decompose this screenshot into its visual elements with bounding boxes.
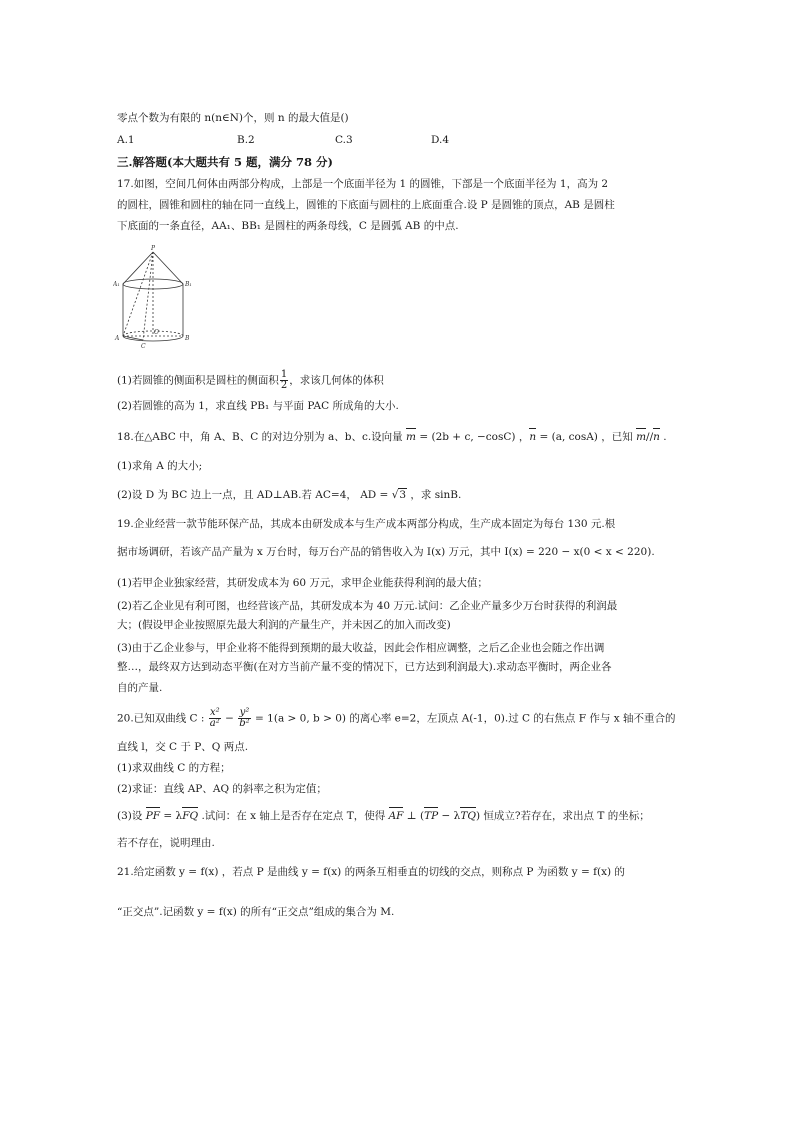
- label-b1: B₁: [185, 281, 192, 288]
- q18-sub-1: (1)求角 A 的大小;: [117, 460, 203, 472]
- option-c: C.3: [335, 134, 353, 146]
- sqrt-3: 3: [399, 489, 407, 501]
- q17-sub-2: (2)若圆锥的高为 1，求直线 PB₁ 与平面 PAC 所成角的大小.: [117, 400, 399, 412]
- label-o: O: [154, 329, 159, 336]
- q18-sub-2: (2)设 D 为 BC 边上一点，且 AD⊥AB.若 AC=4， AD = √3 ，求 sinB.: [117, 489, 462, 501]
- q19-line-2: 据市场调研，若该产品产量为 x 万台时，每万台产品的销售收入为 I(x) 万元，其中 I(x) = 220 − x(0 < x < 220).: [117, 546, 655, 558]
- vector-pf: PF: [145, 810, 161, 822]
- q19-sub-1: (1)若甲企业独家经营，其研发成本为 60 万元，求甲企业能获得利润的最大值；: [117, 577, 488, 589]
- label-p: P: [151, 245, 156, 252]
- q19-sub-2a: (2)若乙企业见有利可图，也经营该产品，其研发成本为 40 万元.试问：乙企业产量多少万台时获得的利润最: [117, 600, 618, 612]
- fraction-y2-b2: $\frac{\text{y²}}{\text{b²}}$: [239, 707, 250, 729]
- q17-sub-1-tail: ，求该几何体的体积: [289, 374, 384, 387]
- option-a: A.1: [117, 134, 135, 146]
- q18-line-1: 18.在△ABC 中，角 A、B、C 的对边分别为 a、b、c.设向量 m = (2b + c, −cosC) ，n = (a, cosA) ，已知 m//n .: [117, 431, 667, 443]
- vector-tp: TP: [424, 810, 439, 822]
- q17-sub-1-text: (1)若圆锥的侧面积是圆柱的侧面积: [117, 374, 279, 387]
- label-b: B: [185, 335, 190, 342]
- section-heading: 三.解答题(本大题共有 5 题，满分 78 分): [117, 155, 333, 169]
- q21-line-2: “正交点”.记函数 y = f(x) 的所有“正交点”组成的集合为 M.: [117, 906, 395, 918]
- q20-sub-3: (3)设 PF = λFQ .试问：在 x 轴上是否存在定点 T，使得 AF ⊥ (TP − λTQ) 恒成立?若存在，求出点 T 的坐标；: [117, 810, 650, 822]
- q17-line-2: 的圆柱，圆锥和圆柱的轴在同一直线上，圆锥的下底面与圆柱的上底面重合.设 P 是圆锥的顶点，AB 是圆柱: [117, 199, 615, 211]
- q19-line-1: 19.企业经营一款节能环保产品，其成本由研发成本与生产成本两部分构成，生产成本固定为每台 130 元.根: [117, 518, 616, 530]
- vector-tq: TQ: [460, 810, 476, 822]
- q16-stem-tail: 零点个数为有限的 n(n∈N)个，则 n 的最大值是(): [117, 112, 349, 124]
- q21-line-1: 21.给定函数 y = f(x) ，若点 P 是曲线 y = f(x) 的两条互相垂直的切线的交点，则称点 P 为函数 y = f(x) 的: [117, 866, 625, 878]
- label-c: C: [141, 343, 146, 350]
- q20-line-2: 直线 l，交 C 于 P、Q 两点.: [117, 741, 249, 753]
- q17-sub-1: [117, 370, 384, 391]
- cone-cylinder-figure: [113, 244, 193, 356]
- q19-sub-3c: 自的产量.: [117, 682, 163, 694]
- vector-af: AF: [388, 810, 404, 822]
- fraction-x2-a2: $\frac{\text{x²}}{\text{a²}}$: [209, 707, 220, 729]
- q19-sub-3a: (3)由于乙企业参与，甲企业将不能得到预期的最大收益，因此会作相应调整，之后乙企业也会随之作出调: [117, 642, 605, 654]
- q19-sub-3b: 整…，最终双方达到动态平衡(在对方当前产量不变的情况下，已方达到利润最大).求动态平衡时，两企业各: [117, 661, 612, 673]
- q20-line-1: 20.已知双曲线 C : $\frac{\text{x²}}{\text{a²}}$ − $\frac{\text{y²}}{\text{b²}}$ = 1(a > 0, b > 0) 的离心率 e=2，左顶点 A(-1，0).过 C 的右焦点 F 作与 x 轴不重合的: [117, 707, 676, 729]
- label-a1: A₁: [113, 281, 120, 288]
- q20-sub-2: (2)求证：直线 AP、AQ 的斜率之积为定值；: [117, 783, 327, 795]
- q17-line-1: 17.如图，空间几何体由两部分构成，上部是一个底面半径为 1 的圆锥，下部是一个底面半径为 1，高为 2: [117, 178, 609, 190]
- vector-n: n: [529, 431, 537, 443]
- q20-sub-1: (1)求双曲线 C 的方程；: [117, 762, 231, 774]
- option-b: B.2: [237, 134, 255, 146]
- q19-sub-2b: 大；(假设甲企业按照原先最大利润的产量生产，并未因乙的加入而改变): [117, 619, 451, 631]
- vector-m: m: [406, 431, 416, 443]
- option-d: D.4: [431, 134, 450, 146]
- q20-sub-3-tail: 若不存在，说明理由.: [117, 837, 215, 849]
- vector-fq: FQ: [182, 810, 199, 822]
- fraction-half: $\frac{1}{2}$: [280, 369, 288, 391]
- q17-line-3: 下底面的一条直径，AA₁、BB₁ 是圆柱的两条母线，C 是圆弧 AB 的中点.: [117, 220, 459, 232]
- label-a: A: [115, 335, 120, 342]
